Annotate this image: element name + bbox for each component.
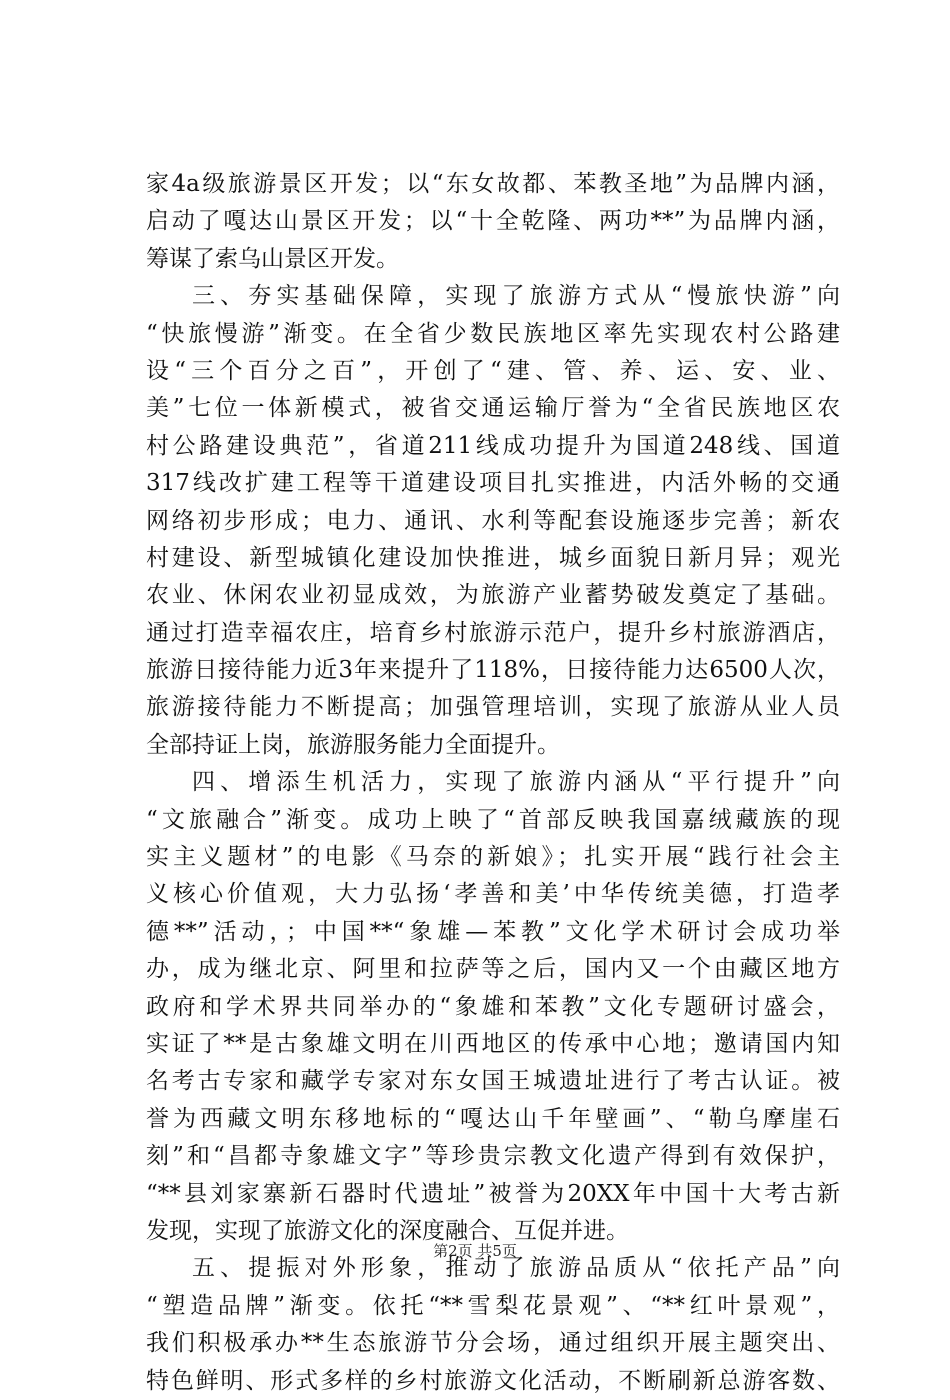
text-line: 村建设、新型城镇化建设加快推进，城乡面貌日新月异；观光 [146, 544, 840, 571]
text-line: 义核心价值观，大力弘扬‘孝善和美’中华传统美德，打造孝 [146, 881, 840, 908]
text-line: 特色鲜明、形式多样的乡村旅游文化活动，不断刷新总游客数、 [146, 1367, 840, 1394]
text-line: 旅游接待能力不断提高；加强管理培训，实现了旅游从业人员 [146, 694, 840, 721]
text-line: 名考古专家和藏学专家对东女国王城遗址进行了考古认证。被 [146, 1068, 840, 1095]
text-line: 村公路建设典范”，省道211线成功提升为国道248线、国道 [146, 432, 840, 459]
text-line: “快旅慢游”渐变。在全省少数民族地区率先实现农村公路建 [146, 320, 840, 347]
text-line: 发现，实现了旅游文化的深度融合、互促并进。 [146, 1217, 629, 1244]
text-line: “塑造品牌”渐变。依托“**雪梨花景观”、“**红叶景观”， [146, 1292, 840, 1319]
document-body [146, 166, 840, 1400]
text-line: “文旅融合”渐变。成功上映了“首部反映我国嘉绒藏族的现 [146, 806, 840, 833]
text-line: 美”七位一体新模式，被省交通运输厅誉为“全省民族地区农 [146, 395, 840, 422]
text-line: 网络初步形成；电力、通讯、水利等配套设施逐步完善；新农 [146, 507, 840, 534]
page-footer: 第2页 共5页 [433, 1242, 517, 1260]
text-line: 家4a级旅游景区开发；以“东女故都、苯教圣地”为品牌内涵， [146, 171, 840, 197]
text-line: “**县刘家寨新石器时代遗址”被誉为20XX年中国十大考古新 [146, 1180, 840, 1207]
text-line: 三、夯实基础保障，实现了旅游方式从“慢旅快游”向 [192, 283, 840, 310]
text-line: 旅游日接待能力近3年来提升了118%，日接待能力达6500人次， [146, 657, 840, 684]
text-line: 设“三个百分之百”，开创了“建、管、养、运、安、业、 [146, 357, 840, 384]
text-line: 实证了**是古象雄文明在川西地区的传承中心地；邀请国内知 [146, 1030, 840, 1057]
text-line: 德**”活动，；中国**“象雄—苯教”文化学术研讨会成功举 [146, 918, 840, 945]
text-line: 317线改扩建工程等干道建设项目扎实推进，内活外畅的交通 [146, 470, 840, 497]
text-line: 实主义题材”的电影《马奈的新娘》；扎实开展“践行社会主 [146, 844, 840, 871]
text-line: 誉为西藏文明东移地标的“嘎达山千年壁画”、“勒乌摩崖石 [146, 1105, 840, 1132]
text-line: 办，成为继北京、阿里和拉萨等之后，国内又一个由藏区地方 [146, 956, 840, 983]
text-line: 农业、休闲农业初显成效，为旅游产业蓄势破发奠定了基础。 [146, 582, 840, 609]
text-line: 全部持证上岗，旅游服务能力全面提升。 [146, 731, 560, 758]
text-line: 政府和学术界共同举办的“象雄和苯教”文化专题研讨盛会， [146, 993, 840, 1020]
text-line: 五、提振对外形象，推动了旅游品质从“依托产品”向 [192, 1255, 840, 1282]
text-line: 筹谋了索乌山景区开发。 [146, 245, 399, 272]
text-line: 通过打造幸福农庄，培育乡村旅游示范户，提升乡村旅游酒店， [146, 619, 840, 646]
text-line: 启动了嘎达山景区开发；以“十全乾隆、两功**”为品牌内涵， [146, 208, 840, 235]
text-line: 四、增添生机活力，实现了旅游内涵从“平行提升”向 [192, 769, 840, 796]
text-line: 我们积极承办**生态旅游节分会场，通过组织开展主题突出、 [146, 1330, 840, 1357]
text-line: 刻”和“昌都寺象雄文字”等珍贵宗教文化遗产得到有效保护， [146, 1143, 840, 1170]
